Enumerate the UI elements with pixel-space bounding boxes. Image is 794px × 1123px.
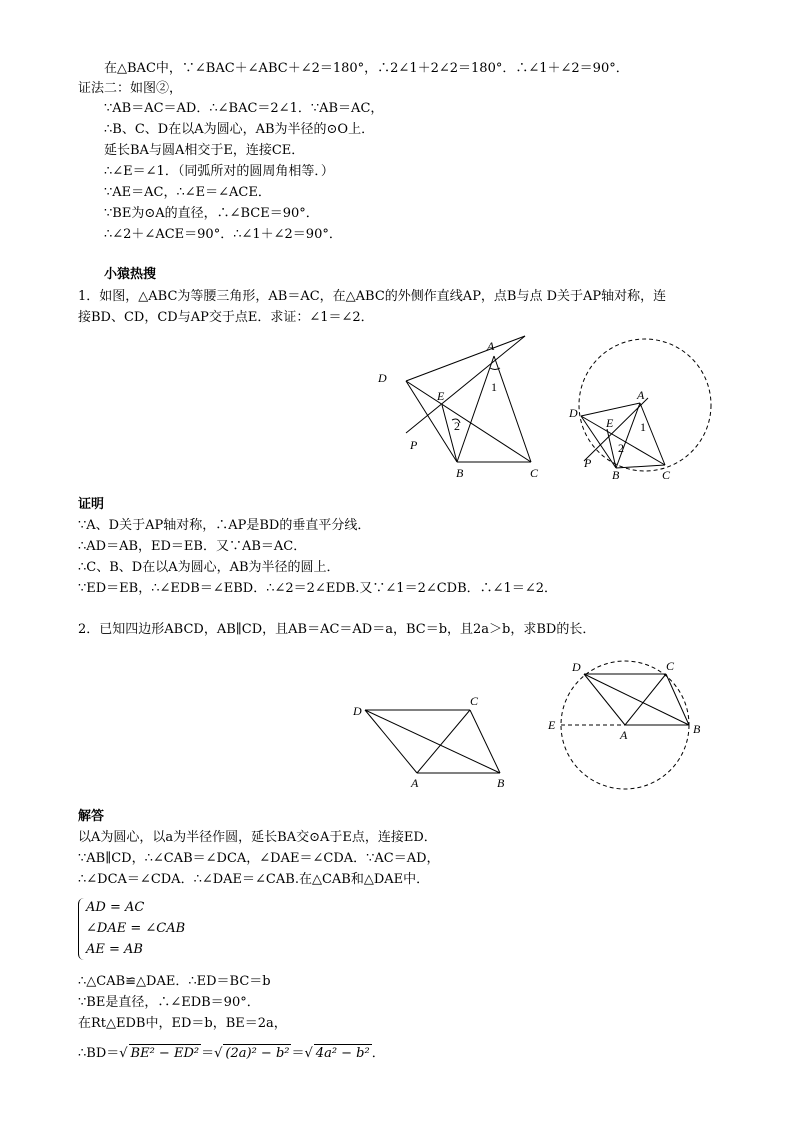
label-A: A	[411, 776, 419, 790]
section-title: 小猿热搜	[104, 267, 157, 282]
answer-title: 解答	[78, 809, 105, 824]
line-AC	[494, 356, 531, 462]
proof-line: ∵AB＝AC＝AD．∴∠BAC＝2∠1．∵AB＝AC，	[104, 101, 384, 116]
label-B: B	[497, 776, 505, 790]
proof-line: ∵AE＝AC，∴∠E＝∠ACE．	[104, 185, 271, 200]
problem2-figure2	[540, 655, 710, 805]
proof-line: 延长BA与圆A相交于E，连接CE．	[104, 143, 305, 158]
label-P: P	[410, 438, 418, 452]
line-AD	[406, 336, 525, 381]
line-DA	[584, 674, 625, 725]
line-BC	[616, 465, 665, 468]
line-DB	[365, 710, 500, 773]
label-D: D	[353, 704, 362, 718]
answer-line: 以A为圆心，以a为半径作圆，延长BA交⊙A于E点，连接ED．	[78, 830, 437, 845]
label-C: C	[530, 466, 539, 480]
problem1-text: 1．如图，△ABC为等腰三角形，AB＝AC，在△ABC的外侧作直线AP，点B与点 D关于AP轴对称，连	[78, 289, 667, 304]
radicand-2: (2a)² − b²	[225, 1046, 290, 1061]
label-E: E	[437, 389, 445, 403]
line-EB	[442, 405, 457, 462]
line-CB	[470, 710, 500, 773]
line-CB	[666, 674, 689, 725]
answer-line: 在Rt△EDB中，ED＝b，BE＝2a，	[78, 1016, 287, 1031]
proof-line: ∵BE为⊙A的直径，∴∠BCE＝90°．	[104, 206, 319, 221]
answer-line: ∴∠DCA＝∠CDA．∴∠DAE＝∠CAB.在△CAB和△DAE中．	[78, 872, 430, 887]
line-DC	[406, 381, 531, 462]
problem1-figure2	[570, 335, 720, 485]
label-C: C	[662, 468, 671, 482]
final-equation	[78, 1044, 385, 1063]
line-AP	[406, 336, 525, 433]
system-eq: AD = AC	[86, 900, 145, 915]
line-BA	[616, 403, 640, 468]
label-D: D	[569, 406, 578, 420]
label-B: B	[612, 468, 620, 482]
proof-line: ∴∠E＝∠1．（同弧所对的圆周角相等．）	[104, 164, 334, 179]
label-2: 2	[618, 441, 624, 455]
label-A: A	[487, 339, 495, 353]
angle-1-arc	[490, 368, 500, 370]
proof-title: 证明	[78, 497, 105, 512]
label-A: A	[637, 388, 645, 402]
label-C: C	[470, 694, 479, 708]
label-B: B	[693, 722, 701, 736]
circle-A	[579, 339, 711, 471]
answer-line: ∵BE是直径，∴∠EDB＝90°．	[78, 995, 260, 1010]
line-AC	[417, 710, 470, 773]
proof-line: ∴C、B、D在以A为圆心，AB为半径的圆上．	[78, 560, 340, 575]
problem1-text: 接BD、CD，CD与AP交于点E．求证：∠1＝∠2．	[78, 310, 374, 325]
proof-line: ∴∠2＋∠ACE＝90°．∴∠1＋∠2＝90°．	[104, 227, 342, 242]
label-B: B	[456, 466, 464, 480]
proof-line: 证法二：如图②，	[78, 81, 183, 96]
proof-line: ∴AD＝AB，ED＝EB．又∵AB＝AC．	[78, 539, 307, 554]
line-AC	[640, 403, 665, 465]
label-P: P	[584, 456, 592, 470]
proof-line: 在△BAC中，∵∠BAC＋∠ABC＋∠2＝180°，∴2∠1＋2∠2＝180°．∴∠1＋∠2＝90°．	[104, 61, 629, 76]
line-AC	[625, 674, 666, 725]
radicand-3: 4a² − b²	[315, 1046, 370, 1061]
final-suffix: ．	[371, 1046, 385, 1061]
line-DB	[584, 674, 689, 725]
line-DA	[365, 710, 417, 773]
answer-line: ∴△CAB≌△DAE．∴ED＝BC＝b	[78, 974, 271, 989]
label-E: E	[548, 718, 556, 732]
equals: ＝	[201, 1046, 215, 1061]
system-eq: AE = AB	[86, 942, 143, 957]
system-eq: ∠DAE = ∠CAB	[86, 921, 186, 936]
problem2-figure1	[345, 693, 515, 793]
proof-line: ∴B、C、D在以A为圆心，AB为半径的⊙O上．	[104, 122, 375, 137]
label-C: C	[666, 659, 675, 673]
sqrt-sign: √	[214, 1046, 223, 1061]
equals: ＝	[291, 1046, 305, 1061]
proof-line: ∵ED＝EB，∴∠EDB＝∠EBD．∴∠2＝2∠EDB.又∵∠1＝2∠CDB．∴∠1＝∠2．	[78, 581, 557, 596]
problem1-figure1	[370, 330, 560, 485]
final-prefix: ∴BD＝	[78, 1046, 120, 1061]
label-E: E	[606, 416, 614, 430]
proof-line: ∵A、D关于AP轴对称，∴AP是BD的垂直平分线．	[78, 518, 371, 533]
label-A: A	[620, 728, 628, 742]
system-brace	[78, 898, 85, 960]
radicand-1: BE² − ED²	[130, 1046, 200, 1061]
line-BA	[457, 356, 494, 462]
problem2-text: 2．已知四边形ABCD，AB∥CD，且AB＝AC＝AD＝a，BC＝b，且2a＞b，求BD的长．	[78, 622, 596, 637]
sqrt-sign: √	[304, 1046, 313, 1061]
label-D: D	[572, 660, 581, 674]
label-1: 1	[491, 380, 497, 394]
label-1: 1	[640, 420, 646, 434]
answer-line: ∵AB∥CD，∴∠CAB＝∠DCA，∠DAE＝∠CDA．∵AC＝AD，	[78, 851, 440, 866]
label-D: D	[378, 371, 387, 385]
sqrt-sign: √	[119, 1046, 128, 1061]
label-2: 2	[454, 419, 460, 433]
